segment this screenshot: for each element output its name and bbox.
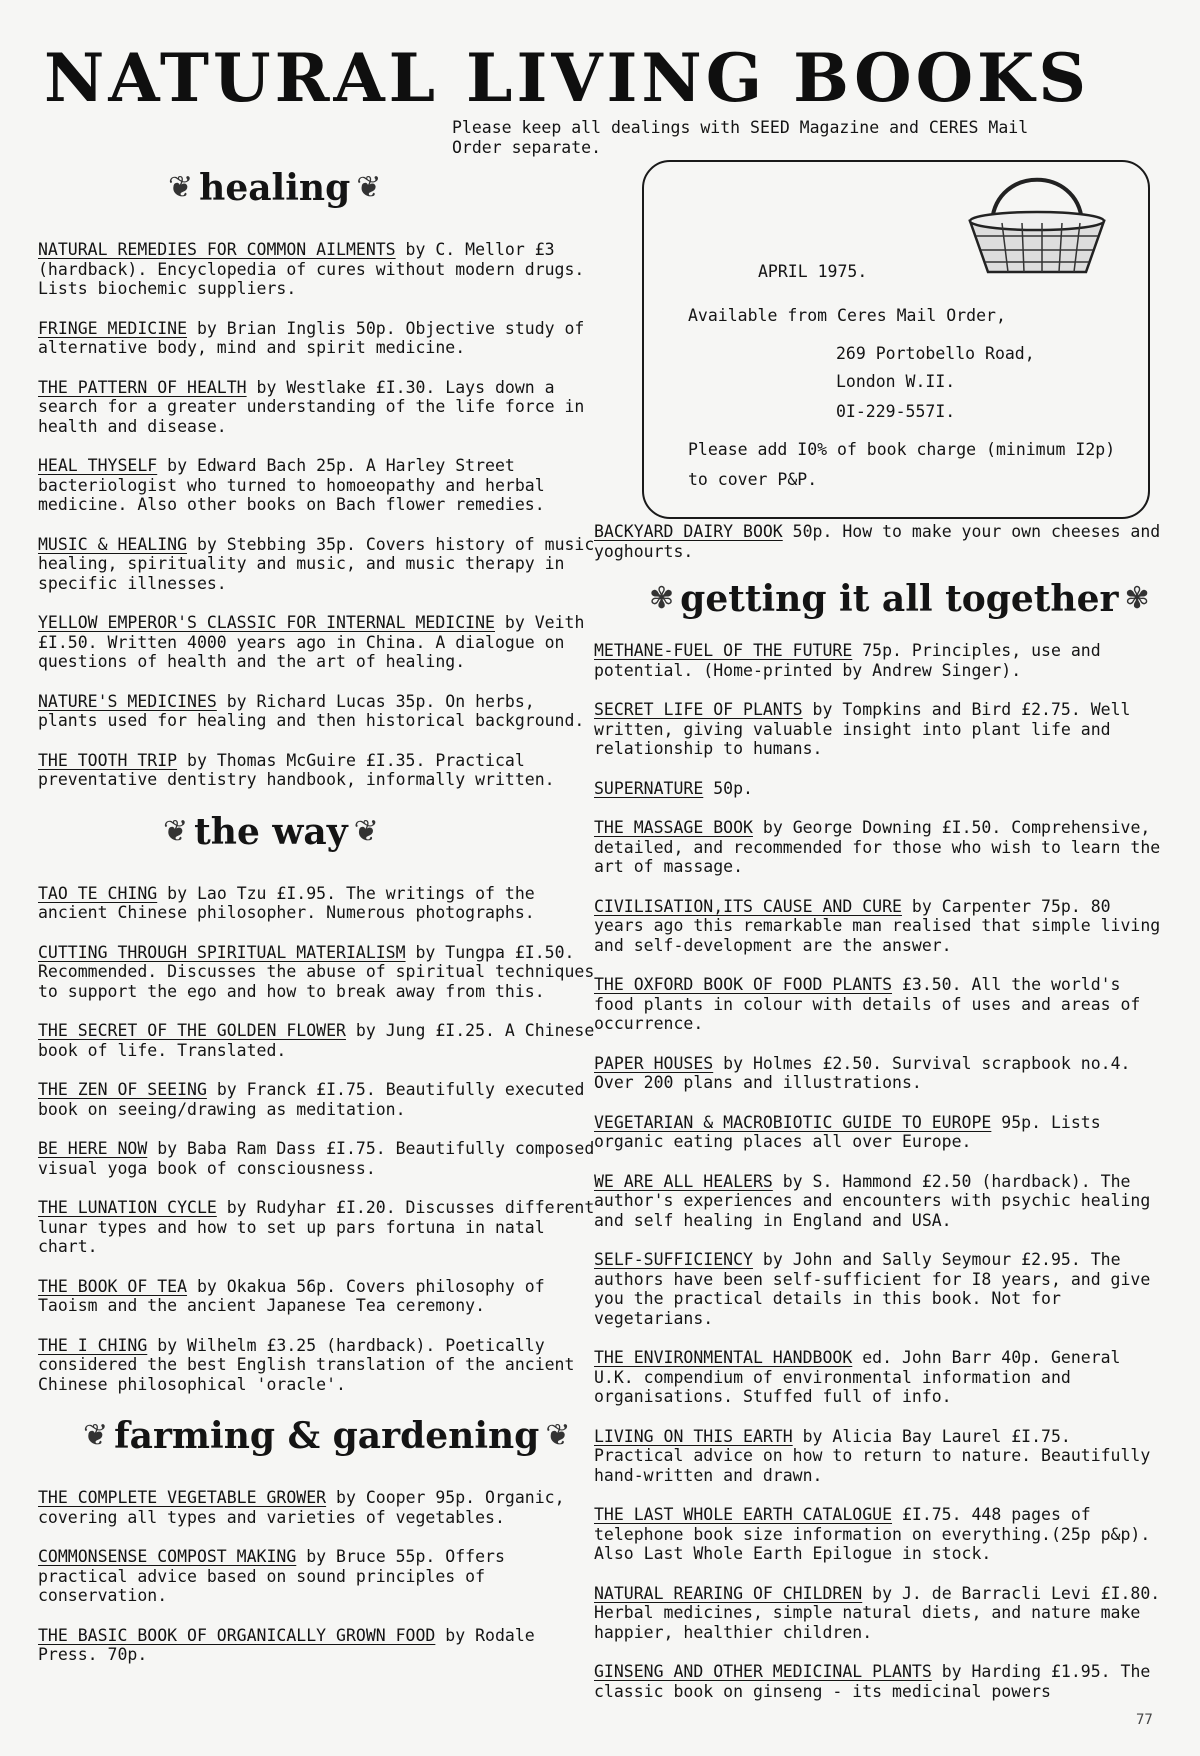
book-title: METHANE-FUEL OF THE FUTURE: [594, 641, 853, 660]
section-title: the way: [194, 810, 348, 853]
book-entry: [594, 522, 1169, 561]
leaf-ornament-icon: ❦: [163, 813, 189, 849]
book-entry: [38, 1547, 598, 1606]
farming-book-list: [38, 1488, 598, 1665]
book-entry: [594, 1348, 1169, 1407]
book-title: THE LAST WHOLE EARTH CATALOGUE: [594, 1505, 893, 1524]
book-entry: [38, 456, 598, 515]
book-description: by George Downing £I.50. Comprehensive, detailed, and recommended for those who wish to learn the art of massage.: [594, 818, 1161, 876]
book-entry: [38, 1336, 598, 1395]
book-description: by Westlake £I.30. Lays down a search for a greater understanding of the life force in health and disease.: [38, 377, 585, 436]
book-entry: [594, 1662, 1169, 1701]
book-title: GINSENG AND OTHER MEDICINAL PLANTS: [594, 1662, 932, 1681]
book-entry: [38, 1488, 598, 1527]
flower-ornament-icon: ✾: [1124, 581, 1150, 616]
healing-book-list: [38, 240, 598, 790]
book-description: by Cooper 95p. Organic, covering all types and varieties of vegetables.: [38, 1488, 565, 1527]
phone-number: 0I-229-557I.: [836, 402, 956, 421]
book-entry: [594, 1113, 1169, 1152]
book-description: by Tompkins and Bird £2.75. Well written, giving valuable insight into plant life and relationship to humans.: [594, 700, 1131, 758]
book-description: by Stebbing 35p. Covers history of music healing, spirituality and music, and music therapy in specific illnesses.: [38, 534, 595, 593]
book-description: ed. John Barr 40p. General U.K. compendium of environmental information and organisations. Stuffed full of info.: [594, 1348, 1121, 1406]
book-title: THE COMPLETE VEGETABLE GROWER: [38, 1488, 327, 1507]
book-description: 50p.: [703, 778, 753, 798]
book-title: THE ENVIRONMENTAL HANDBOOK: [594, 1348, 853, 1367]
issue-date: APRIL 1975.: [758, 262, 868, 281]
leaf-ornament-icon: ❦: [83, 1418, 109, 1453]
leaf-ornament-icon: ❦: [168, 170, 194, 205]
together-book-list: [594, 641, 1169, 1701]
book-description: £I.75. 448 pages of telephone book size information on everything.(25p p&p). Also Last Whole Earth Epilogue in stock.: [594, 1505, 1151, 1563]
book-title: NATURAL REARING OF CHILDREN: [594, 1583, 863, 1603]
book-title: THE ZEN OF SEEING: [38, 1080, 207, 1099]
book-title: PAPER HOUSES: [594, 1053, 714, 1073]
book-title: NATURE'S MEDICINES: [38, 691, 217, 711]
book-entry: [594, 1427, 1169, 1486]
book-entry: [594, 641, 1169, 680]
book-entry: [38, 319, 598, 358]
book-entry: [38, 692, 598, 731]
book-title: THE I CHING: [38, 1335, 148, 1355]
book-entry: [594, 1584, 1169, 1643]
book-description: by Jung £I.25. A Chinese book of life. Translated.: [38, 1021, 595, 1060]
book-title: THE BASIC BOOK OF ORGANICALLY GROWN FOOD: [38, 1625, 436, 1645]
book-description: by Okakua 56p. Covers philosophy of Taoism and the ancient Japanese Tea ceremony.: [38, 1276, 545, 1315]
book-title: VEGETARIAN & MACROBIOTIC GUIDE TO EUROPE: [594, 1112, 992, 1132]
page-number: 77: [1136, 1712, 1153, 1728]
book-title: NATURAL REMEDIES FOR COMMON AILMENTS: [38, 240, 396, 259]
book-description: by Thomas McGuire £I.35. Practical preventative dentistry handbook, informally written.: [38, 750, 555, 789]
book-entry: [594, 700, 1169, 759]
book-title: THE LUNATION CYCLE: [38, 1198, 217, 1217]
left-column: [38, 162, 598, 1685]
section-title: farming & gardening: [114, 1415, 540, 1457]
book-entry: [594, 818, 1169, 877]
masthead-title: NATURAL LIVING BOOKS: [44, 39, 1091, 117]
section-title: healing: [199, 167, 351, 209]
book-description: 95p. Lists organic eating places all over Europe.: [594, 1112, 1101, 1151]
book-description: by C. Mellor £3 (hardback). Encyclopedia of cures without modern drugs. Lists biochemic suppliers.: [38, 240, 585, 298]
book-title: SELF-SUFFICIENCY: [594, 1250, 753, 1269]
availability-text: Available from Ceres Mail Order,: [688, 306, 1006, 325]
book-title: THE BOOK OF TEA: [38, 1276, 188, 1296]
book-entry: [594, 1172, 1169, 1231]
book-description: by Veith £I.50. Written 4000 years ago in China. A dialogue on questions of health and the art of healing.: [38, 613, 585, 671]
book-description: by Bruce 55p. Offers practical advice based on sound principles of conservation.: [38, 1547, 505, 1605]
book-description: by Richard Lucas 35p. On herbs, plants used for healing and then historical background.: [38, 691, 585, 730]
book-title: CUTTING THROUGH SPIRITUAL MATERIALISM: [38, 942, 406, 962]
book-entry: [594, 1054, 1169, 1093]
flower-ornament-icon: ✾: [649, 581, 675, 616]
book-description: by Tungpa £I.50. Recommended. Discusses the abuse of spiritual techniques to support the ego and how to break away from this.: [38, 942, 595, 1001]
book-description: by Edward Bach 25p. A Harley Street bacteriologist who turned to homoeopathy and herbal medicine. Also other books on Bach flower remedies.: [38, 456, 545, 514]
book-description: by S. Hammond £2.50 (hardback). The author's experiences and encounters with psychic healing and self healing in England and USA.: [594, 1171, 1151, 1230]
book-description: by Brian Inglis 50p. Objective study of alternative body, mind and spirit medicine.: [38, 318, 585, 357]
book-entry: [594, 1505, 1169, 1564]
address-street: 269 Portobello Road,: [836, 344, 1035, 363]
leaf-ornament-icon: ❦: [353, 813, 379, 849]
book-title: WE ARE ALL HEALERS: [594, 1171, 773, 1191]
ordering-info-box: [642, 160, 1150, 519]
book-title: THE OXFORD BOOK OF FOOD PLANTS: [594, 975, 893, 994]
book-entry: [38, 943, 598, 1002]
book-description: £3.50. All the world's food plants in colour with details of uses and areas of occurrence.: [594, 975, 1141, 1033]
book-description: by Harding £1.95. The classic book on ginseng - its medicinal powers: [594, 1662, 1151, 1701]
book-description: by Wilhelm £3.25 (hardback). Poetically considered the best English translation of the ancient Chinese philosophical 'oracle'.: [38, 1335, 575, 1394]
book-entry: [38, 751, 598, 790]
book-entry: [38, 1198, 598, 1257]
book-entry: [594, 779, 1169, 799]
book-title: YELLOW EMPEROR'S CLASSIC FOR INTERNAL MEDICINE: [38, 613, 495, 632]
section-heading-together: [649, 577, 1169, 621]
right-column: [594, 522, 1169, 1721]
book-entry: [38, 1139, 598, 1178]
book-description: by Holmes £2.50. Survival scrapbook no.4. Over 200 plans and illustrations.: [594, 1053, 1131, 1092]
section-title: getting it all together: [680, 578, 1119, 620]
book-description: by John and Sally Seymour £2.95. The authors have been self-sufficient for I8 years, and give you the practical details in this book. Not for vegetarians.: [594, 1250, 1151, 1328]
book-title: THE PATTERN OF HEALTH: [38, 377, 247, 397]
book-title: HEAL THYSELF: [38, 456, 158, 475]
book-entry: [38, 613, 598, 672]
book-title: THE TOOTH TRIP: [38, 750, 178, 770]
book-entry: [594, 975, 1169, 1034]
book-entry: [38, 1626, 598, 1665]
book-description: by Rudyhar £I.20. Discusses different lunar types and how to set up pars fortuna in natal chart.: [38, 1198, 595, 1256]
book-description: 50p. How to make your own cheeses and yoghourts.: [594, 522, 1161, 561]
dealings-note: Please keep all dealings with SEED Magazine and CERES Mail Order separate.: [452, 118, 1029, 157]
book-entry: [38, 1277, 598, 1316]
book-title: THE MASSAGE BOOK: [594, 818, 753, 837]
book-title: BE HERE NOW: [38, 1139, 148, 1158]
book-description: by Baba Ram Dass £I.75. Beautifully composed visual yoga book of consciousness.: [38, 1139, 595, 1178]
book-description: by Franck £I.75. Beautifully executed book on seeing/drawing as meditation.: [38, 1080, 585, 1119]
book-entry: [594, 897, 1169, 956]
book-title: LIVING ON THIS EARTH: [594, 1426, 793, 1446]
leaf-ornament-icon: ❦: [356, 170, 382, 205]
book-entry: [38, 1021, 598, 1060]
book-description: by Rodale Press. 70p.: [38, 1625, 535, 1664]
book-title: MUSIC & HEALING: [38, 534, 188, 554]
book-title: BACKYARD DAIRY BOOK: [594, 522, 783, 541]
book-entry: [594, 1250, 1169, 1328]
the-way-book-list: [38, 884, 598, 1395]
book-description: by Carpenter 75p. 80 years ago this remarkable man realised that simple living and self-development are the answer.: [594, 896, 1161, 955]
postage-note-line2: to cover P&P.: [688, 470, 818, 489]
book-entry: [38, 1080, 598, 1119]
book-title: SUPERNATURE: [594, 778, 704, 798]
book-title: THE SECRET OF THE GOLDEN FLOWER: [38, 1021, 346, 1040]
section-heading-healing: [168, 166, 598, 210]
book-description: by Lao Tzu £I.95. The writings of the ancient Chinese philosopher. Numerous photographs.: [38, 883, 535, 922]
book-entry: [38, 535, 598, 594]
section-heading-farming: [83, 1414, 598, 1458]
section-heading-the-way: [163, 810, 598, 854]
postage-note-line1: Please add I0% of book charge (minimum I2p): [688, 440, 1116, 459]
book-entry: [38, 240, 598, 299]
book-title: FRINGE MEDICINE: [38, 318, 188, 338]
book-description: 75p. Principles, use and potential. (Home-printed by Andrew Singer).: [594, 641, 1101, 680]
book-description: by J. de Barracli Levi £I.80. Herbal medicines, simple natural diets, and nature make happier, healthier children.: [594, 1583, 1161, 1642]
address-city: London W.II.: [836, 372, 956, 391]
book-title: COMMONSENSE COMPOST MAKING: [38, 1547, 297, 1566]
book-title: SECRET LIFE OF PLANTS: [594, 700, 803, 719]
book-entry: [38, 378, 598, 437]
book-entry: [38, 884, 598, 923]
book-title: TAO TE CHING: [38, 883, 158, 903]
book-description: by Alicia Bay Laurel £I.75. Practical advice on how to return to nature. Beautifully hand-written and drawn.: [594, 1426, 1151, 1485]
leaf-ornament-icon: ❦: [545, 1418, 571, 1453]
book-title: CIVILISATION,ITS CAUSE AND CURE: [594, 896, 902, 916]
